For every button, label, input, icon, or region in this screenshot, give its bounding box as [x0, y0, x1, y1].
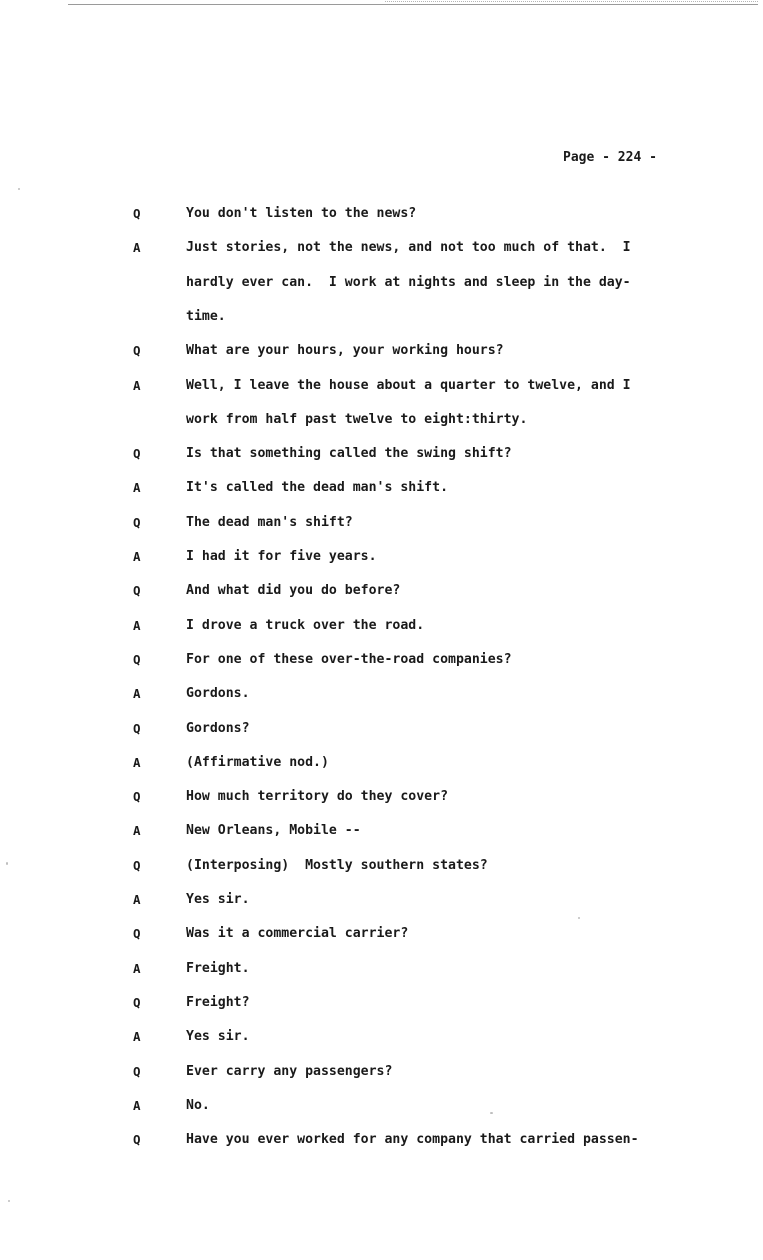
question-text-line: The dead man's shift? [186, 514, 353, 530]
answer-text-line: Yes sir. [186, 892, 250, 907]
answer-marker: A [133, 892, 141, 907]
answer-text-line: hardly ever can. I work at nights and sleep in the day- [186, 274, 631, 290]
answer-marker: A [133, 377, 141, 393]
answer-text-line: Gordons. [186, 686, 250, 702]
answer-text-line: Well, I leave the house about a quarter to twelve, and I [186, 377, 631, 393]
question-text-line: (Interposing) Mostly southern states? [186, 857, 488, 873]
answer-marker: A [133, 617, 141, 633]
question-marker: Q [133, 994, 141, 1010]
answer-marker: A [133, 240, 141, 256]
answer-text-line: Freight. [186, 960, 250, 976]
question-text-line: Is that something called the swing shift? [186, 446, 512, 462]
top-edge-rule [68, 4, 758, 5]
question-marker: Q [133, 1063, 141, 1079]
answer-marker: A [133, 686, 141, 702]
question-text-line: You don't listen to the news? [186, 206, 417, 221]
question-marker: Q [133, 857, 141, 873]
answer-text-line: time. [186, 308, 226, 324]
question-marker: Q [133, 514, 141, 530]
question-marker: Q [133, 343, 141, 359]
question-text-line: Was it a commercial carrier? [186, 926, 409, 942]
question-marker: Q [133, 206, 141, 221]
question-marker: Q [133, 446, 141, 462]
answer-text-line: work from half past twelve to eight:thirty. [186, 411, 528, 427]
question-text-line: For one of these over-the-road companies? [186, 651, 512, 667]
answer-text-line: I drove a truck over the road. [186, 617, 425, 633]
question-marker: Q [133, 1132, 141, 1148]
question-text-line: Freight? [186, 994, 250, 1010]
question-text-line: How much territory do they cover? [186, 789, 449, 805]
answer-marker: A [133, 754, 141, 770]
scan-speck [18, 188, 20, 190]
scan-speck [6, 862, 8, 865]
question-marker: Q [133, 789, 141, 805]
answer-text-line: New Orleans, Mobile -- [186, 823, 361, 839]
answer-text-line: (Affirmative nod.) [186, 754, 329, 770]
scan-speck [490, 1112, 493, 1114]
top-edge-scan-artifact [385, 1, 758, 2]
answer-text-line: I had it for five years. [186, 549, 377, 564]
answer-text-line: It's called the dead man's shift. [186, 480, 449, 496]
answer-marker: A [133, 480, 141, 496]
question-marker: Q [133, 926, 141, 942]
question-text-line: Gordons? [186, 720, 250, 736]
answer-marker: A [133, 1097, 141, 1113]
question-text-line: And what did you do before? [186, 583, 401, 599]
question-text-line: Ever carry any passengers? [186, 1063, 393, 1079]
answer-marker: A [133, 1029, 141, 1045]
question-marker: Q [133, 583, 141, 599]
answer-marker: A [133, 960, 141, 976]
scan-speck [578, 917, 580, 919]
question-marker: Q [133, 720, 141, 736]
question-marker: Q [133, 651, 141, 667]
question-text-line: What are your hours, your working hours? [186, 343, 504, 359]
question-text-line: Have you ever worked for any company that carried passen- [186, 1132, 639, 1148]
page-number: Page - 224 - [563, 150, 657, 165]
answer-text-line: Just stories, not the news, and not too much of that. I [186, 240, 631, 256]
answer-text-line: Yes sir. [186, 1029, 250, 1045]
answer-text-line: No. [186, 1097, 210, 1113]
scan-speck [8, 1200, 10, 1202]
answer-marker: A [133, 549, 141, 564]
answer-marker: A [133, 823, 141, 839]
